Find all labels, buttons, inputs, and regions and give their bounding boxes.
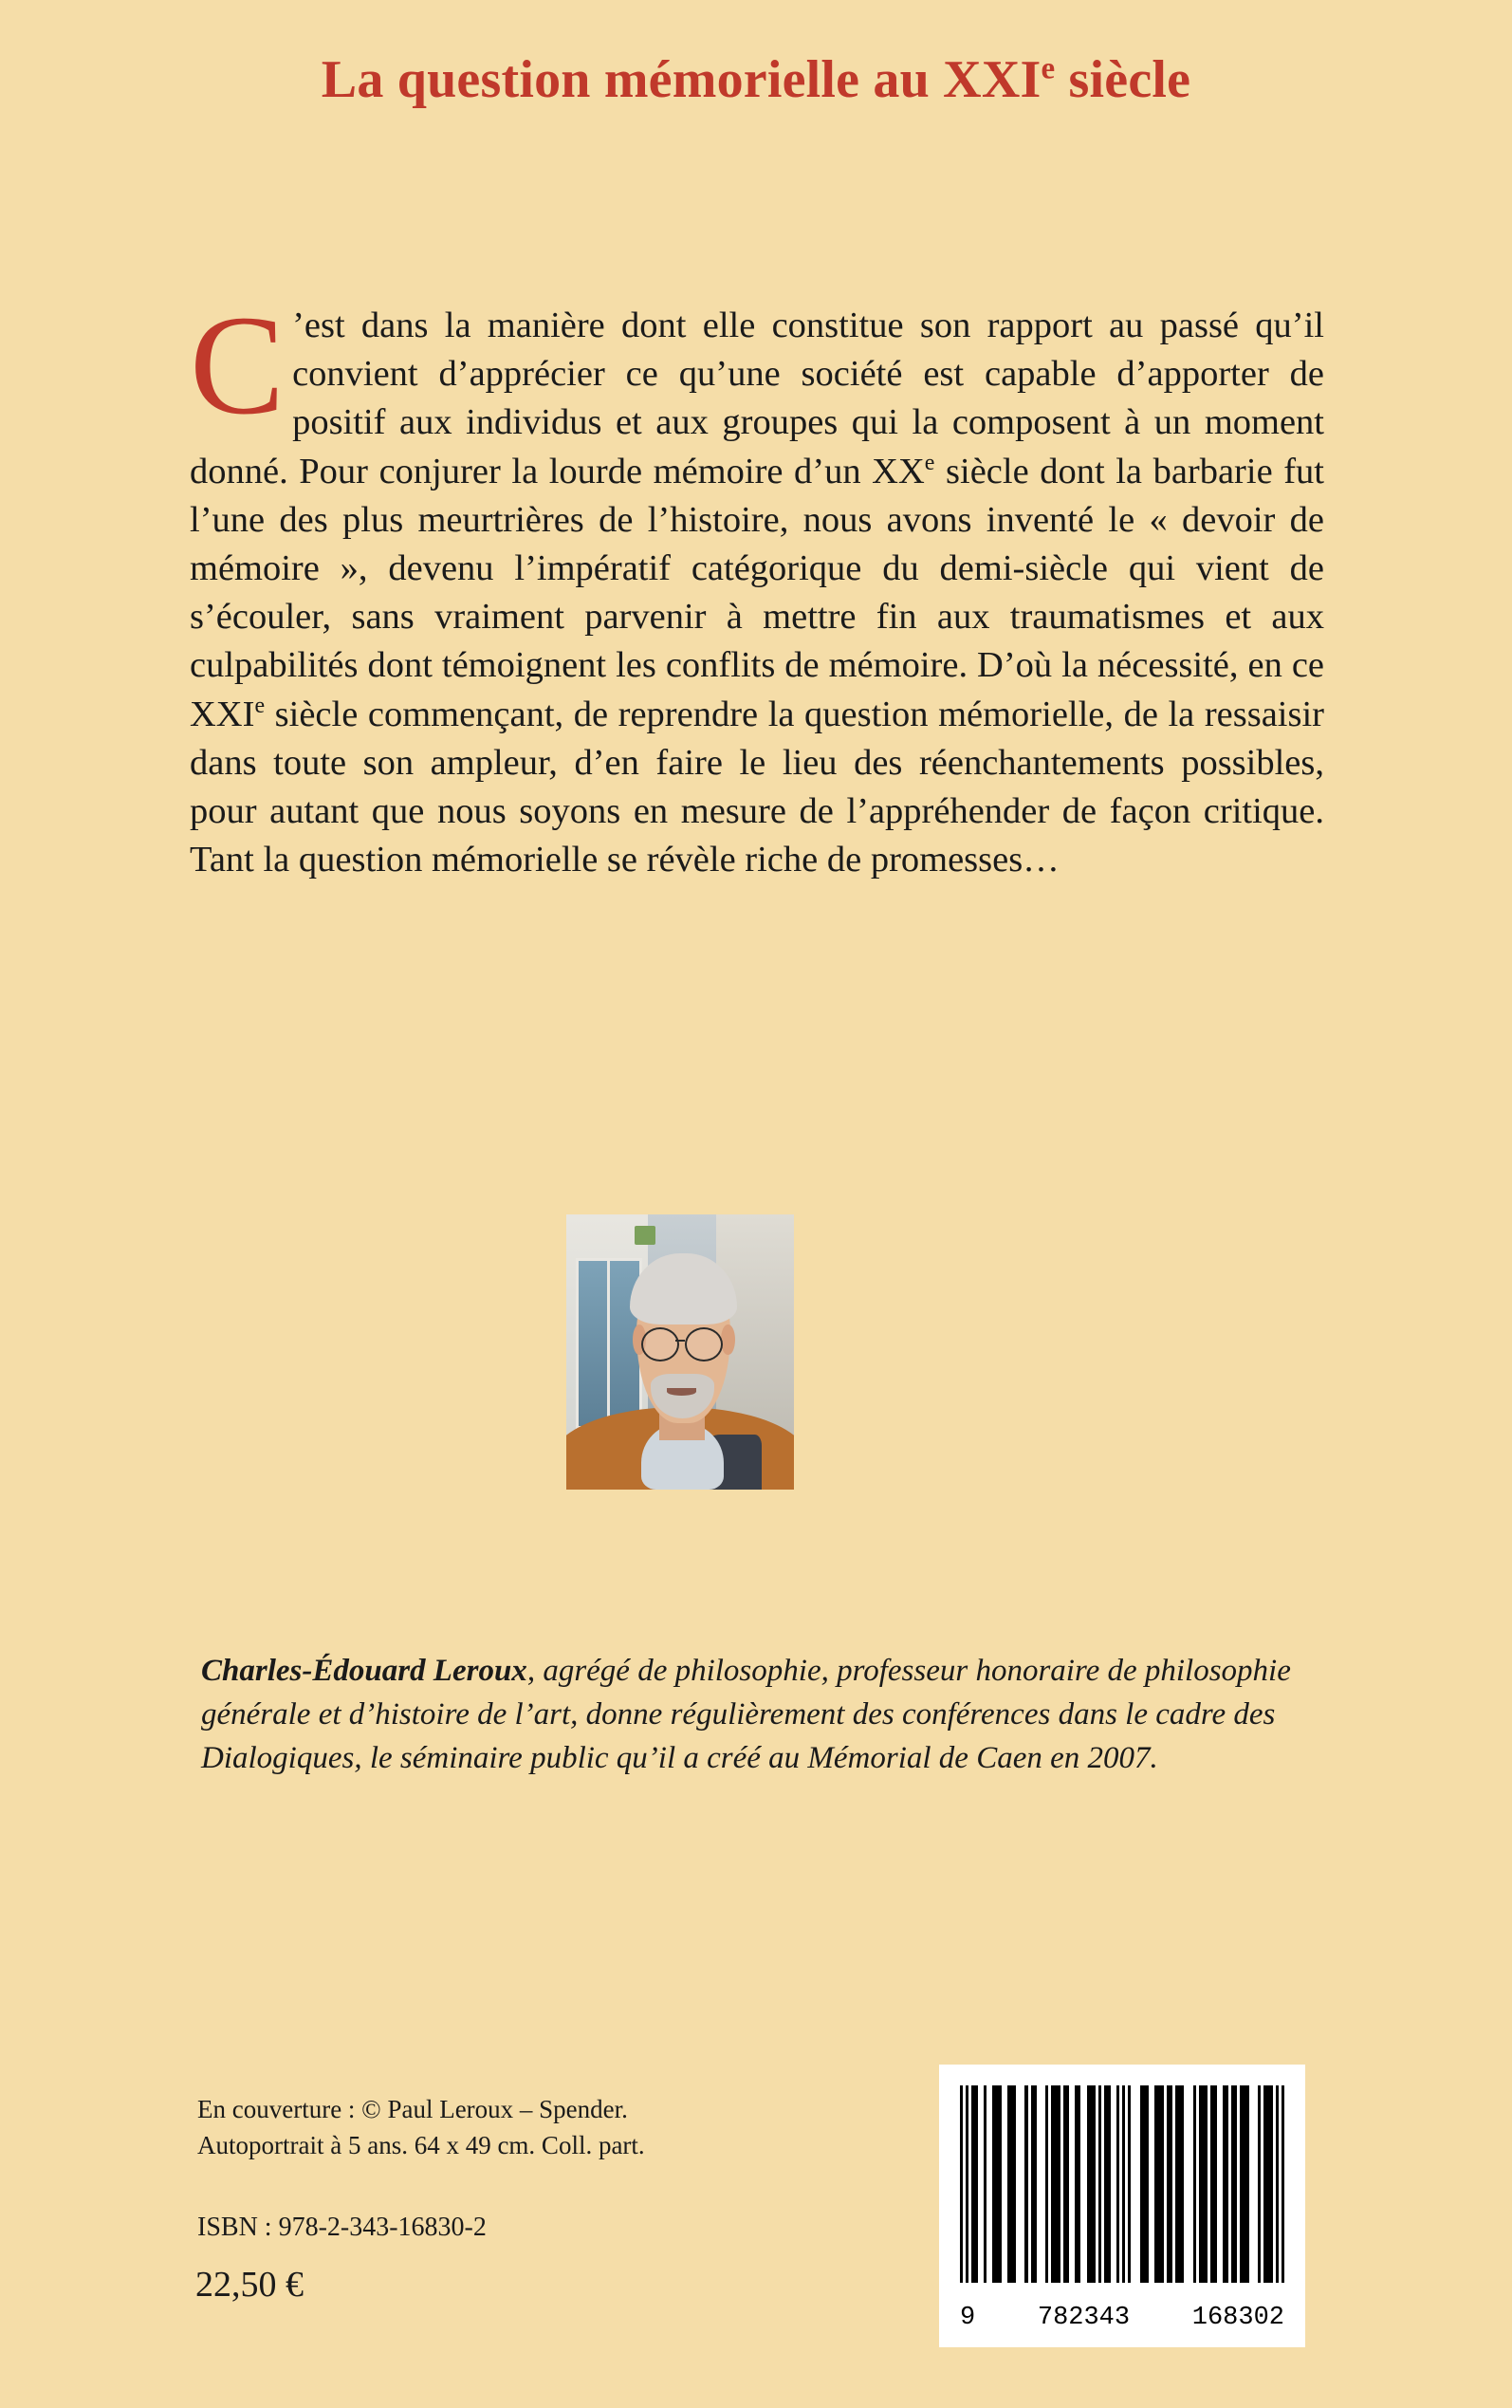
price-text: 22,50 € — [195, 2265, 304, 2305]
blurb-part-3: siècle commençant, de reprendre la question mémorielle, de la ressaisir dans toute son ampleur, d’en faire le lieu des réenchantements possibles, pour autant que nous soyons en mesure de l’appréhender de façon critique. Tant la question mémorielle se révèle riche de promesses… — [190, 694, 1324, 880]
isbn-text: ISBN : 978-2-343-16830-2 — [197, 2213, 487, 2242]
barcode-bar — [1087, 2085, 1096, 2283]
portrait-green-accent — [635, 1226, 655, 1245]
blurb-superscript-2: e — [254, 693, 266, 718]
cover-credit-line-2: Autoportrait à 5 ans. 64 x 49 cm. Coll. part. — [197, 2131, 645, 2160]
portrait-glasses-bridge — [675, 1340, 685, 1343]
author-portrait — [566, 1214, 794, 1490]
barcode-bar — [1016, 2085, 1024, 2283]
portrait-glasses-right-lens — [685, 1327, 723, 1361]
author-bio-text: , agrégé de philosophie, professeur honoraire de philosophie générale et d’histoire de l’art, donne régulièrement des conférences dans le cadre des Dialogiques, le séminaire public qu’il a créé au Mémorial de Caen en 2007. — [201, 1654, 1291, 1776]
barcode-bar — [1184, 2085, 1192, 2283]
barcode-bar — [992, 2085, 1001, 2283]
barcode-bar — [1175, 2085, 1184, 2283]
page-title-superscript: e — [1041, 51, 1056, 86]
barcode-group-2: 168302 — [1191, 2304, 1284, 2332]
barcode-bar — [1240, 2085, 1248, 2283]
page-title-tail: siècle — [1055, 50, 1191, 109]
portrait-glasses-left-lens — [641, 1327, 679, 1361]
barcode-bar — [1007, 2085, 1016, 2283]
barcode-lead-digit: 9 — [960, 2304, 976, 2332]
barcode — [939, 2065, 1305, 2347]
barcode-bar — [1140, 2085, 1149, 2283]
portrait-ear-right — [721, 1324, 734, 1355]
author-portrait-image — [566, 1214, 794, 1490]
cover-credit-line-1: En couverture : © Paul Leroux – Spender. — [197, 2095, 628, 2123]
blurb-part-2: siècle dont la barbarie fut l’une des plus meurtrières de l’histoire, nous avons inventé le « devoir de mémoire », devenu l’impératif catégorique du demi-siècle qui vient de s’écouler, sans vraiment parvenir à mettre fin aux traumatismes et aux culpabilités dont témoignent les conflits de mémoire. D’où la nécessité, en ce XXI — [190, 451, 1324, 734]
barcode-bars — [960, 2085, 1284, 2283]
barcode-bar — [1199, 2085, 1208, 2283]
author-name: Charles-Édouard Leroux — [201, 1654, 527, 1688]
blurb-text — [190, 287, 1324, 884]
barcode-bar — [1263, 2085, 1272, 2283]
barcode-digits — [960, 2304, 1284, 2332]
barcode-bar — [1282, 2085, 1284, 2283]
page-title-main: La question mémorielle au XXI — [321, 50, 1042, 109]
barcode-group-1: 782343 — [1037, 2304, 1131, 2332]
barcode-bar — [1249, 2085, 1258, 2283]
drop-cap: C — [190, 287, 286, 444]
barcode-bar — [1051, 2085, 1060, 2283]
barcode-bar — [1154, 2085, 1163, 2283]
blurb-superscript-1: e — [924, 450, 935, 475]
author-bio — [201, 1649, 1328, 1781]
page-title — [0, 49, 1512, 110]
blurb-part-1: ’est dans la manière dont elle constitue son rapport au passé qu’il convient d’apprécier ce qu’une société est capable d’apporter de positif aux individus et aux groupes qui la composent à un moment donné. Pour conjurer la lourde mémoire d’un XX — [190, 306, 1324, 491]
barcode-bar — [1037, 2085, 1045, 2283]
cover-credits — [197, 2091, 645, 2164]
